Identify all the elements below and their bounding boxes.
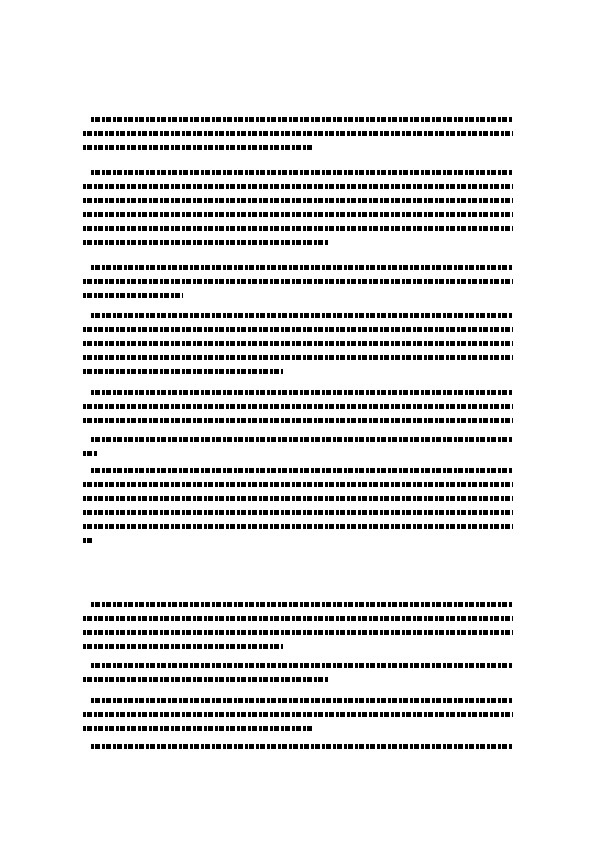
paragraph-11 xyxy=(83,744,513,758)
paragraph-6 xyxy=(83,437,513,465)
text-line xyxy=(83,355,513,360)
text-line xyxy=(83,726,313,731)
text-line xyxy=(83,327,513,332)
paragraph-2 xyxy=(83,170,513,254)
text-line xyxy=(91,313,513,318)
text-line xyxy=(91,602,513,607)
paragraph-10 xyxy=(83,698,513,740)
text-line xyxy=(91,265,513,270)
section-heading-2 xyxy=(83,568,230,579)
text-line xyxy=(83,630,513,635)
text-line xyxy=(83,131,513,136)
text-line xyxy=(83,524,513,529)
text-line xyxy=(83,369,283,374)
text-line xyxy=(91,390,513,395)
text-line xyxy=(91,117,513,122)
paragraph-7 xyxy=(83,468,513,552)
text-line xyxy=(83,279,513,284)
text-line xyxy=(83,616,513,621)
text-line xyxy=(91,468,513,473)
text-line xyxy=(83,538,93,543)
text-line xyxy=(83,644,283,649)
text-line xyxy=(83,404,513,409)
text-line xyxy=(91,170,513,175)
subheading xyxy=(83,584,113,594)
text-line xyxy=(83,510,513,515)
text-line xyxy=(83,677,328,682)
paragraph-9 xyxy=(83,663,513,691)
text-line xyxy=(91,663,513,668)
text-line xyxy=(83,418,513,423)
text-line xyxy=(83,240,328,245)
text-line xyxy=(83,341,513,346)
text-line xyxy=(91,698,513,703)
text-line xyxy=(83,496,513,501)
text-line xyxy=(83,198,513,203)
paragraph-1 xyxy=(83,117,513,159)
paragraph-3 xyxy=(83,265,513,307)
text-line xyxy=(83,482,513,487)
text-line xyxy=(83,451,97,456)
text-line xyxy=(83,212,513,217)
text-line xyxy=(91,744,513,749)
paragraph-5 xyxy=(83,390,513,432)
paragraph-8 xyxy=(83,602,513,658)
text-line xyxy=(83,184,513,189)
text-line xyxy=(83,145,313,150)
paragraph-4 xyxy=(83,313,513,383)
text-line xyxy=(83,293,183,298)
text-line xyxy=(83,712,513,717)
text-line xyxy=(83,226,513,231)
section-heading-1 xyxy=(83,97,220,108)
text-line xyxy=(91,437,513,442)
